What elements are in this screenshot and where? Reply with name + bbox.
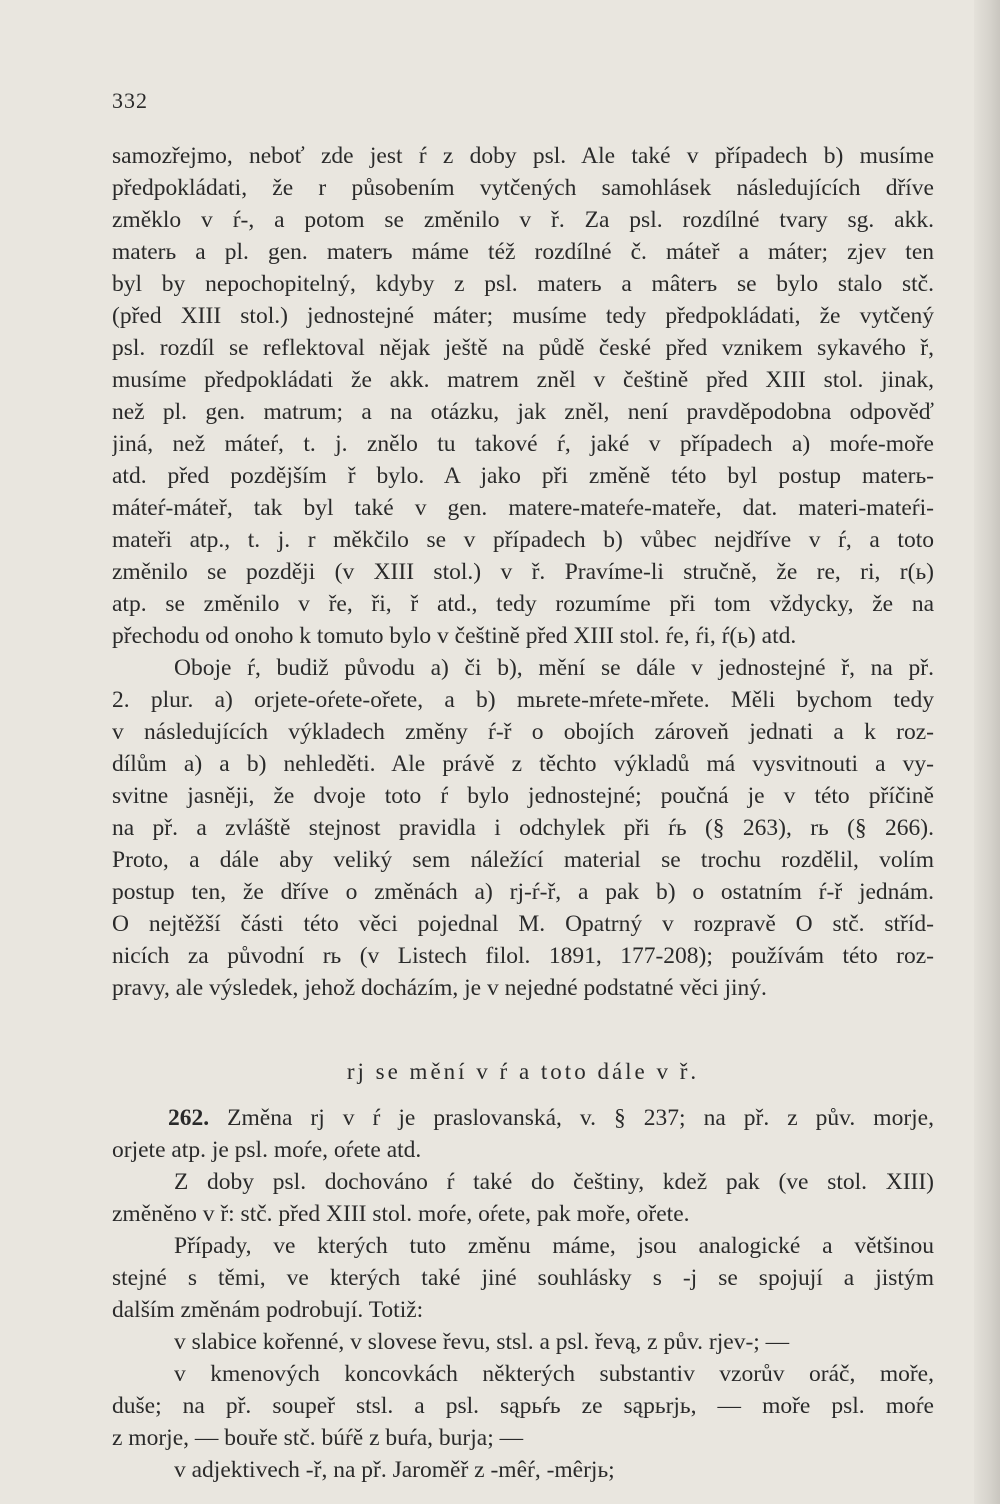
- text-line: Proto, a dále aby veliký sem náležící material se trochu rozdělil, volím: [112, 847, 934, 873]
- text-line: na př. a zvláště stejnost pravidla i odchylek při ŕь (§ 263), rь (§ 266).: [112, 815, 934, 841]
- text-line: stejné s těmi, ve kterých také jiné souhlásky s -j se spojují a jistým: [112, 1265, 934, 1291]
- text-line: Oboje ŕ, budiž původu a) či b), mění se dále v jednostejné ř, na př.: [174, 655, 934, 681]
- page-number: 332: [112, 88, 148, 113]
- text-line: Z doby psl. dochováno ŕ také do češtiny, kdež pak (ve stol. XIII): [174, 1169, 934, 1195]
- text-line: samozřejmo, neboť zde jest ŕ z doby psl. Ale také v případech b) musíme: [112, 143, 934, 169]
- text-line: dalším změnám podrobují. Totiž:: [112, 1297, 424, 1323]
- list-item-continuation: z morje, — bouře stč. búŕě z buŕa, burja; —: [112, 1425, 524, 1451]
- text-line: změněno v ř: stč. před XIII stol. moŕe, oŕete, pak moře, ořete.: [112, 1201, 690, 1227]
- text-line: musíme předpokládati že akk. matrem zněl v češtině před XIII stol. jinak,: [112, 367, 934, 393]
- section-heading: rj se mění v ŕ a toto dále v ř.: [346, 1059, 700, 1084]
- text-line: dílům a) a b) nehleděti. Ale právě z těchto výkladů má vysvitnouti a vy-: [112, 751, 934, 777]
- text-line: materь a pl. gen. materъ máme též rozdílné č. máteř a máter; zjev ten: [112, 239, 934, 265]
- text-line: jiná, než máteŕ, t. j. znělo tu takové ŕ, jaké v případech a) moŕe-moře: [112, 431, 934, 457]
- text-line: psl. rozdíl se reflektoval nějak ještě na půdě české před vznikem sykavého ř,: [112, 335, 934, 361]
- list-item: v adjektivech -ř, na př. Jaroměř z -mêŕ, -mêrjь;: [174, 1457, 615, 1483]
- body-text: [112, 140, 934, 1486]
- text-line: svitne jasněji, že dvoje toto ŕ bylo jednostejné; poučná je v této příčině: [112, 783, 934, 809]
- text-line: (před XIII stol.) jednostejné máter; musíme tedy předpokládati, že vytčený: [112, 303, 934, 329]
- text-line: O nejtěžší části této věci pojednal M. Opatrný v rozpravě O stč. stříd-: [112, 911, 934, 937]
- list-item: v slabice kořenné, v slovese řevu, stsl. a psl. řevą, z pův. rjev-; —: [174, 1329, 790, 1355]
- text-line: mateři atp., t. j. r měkčilo se v případech b) vůbec nejdříve v ŕ, a toto: [112, 527, 934, 553]
- list-item: v kmenových koncovkách některých substantiv vzorův oráč, moře,: [174, 1361, 934, 1387]
- text-line: postup ten, že dříve o změnách a) rj-ŕ-ř, a pak b) o ostatním ŕ-ř jednám.: [112, 879, 934, 905]
- page-edge-shadow: [974, 0, 1000, 1504]
- text-line: v následujících výkladech změny ŕ-ř o obojích zároveň jednati a k roz-: [112, 719, 934, 745]
- list-item-continuation: duše; na př. soupeř stsl. a psl. sąpьŕь ze sąpьrjь, — moře psl. moŕe: [112, 1393, 934, 1419]
- text-line: 2. plur. a) orjete-oŕete-ořete, a b) mьrete-mŕete-mřete. Měli bychom tedy: [112, 687, 934, 713]
- text-line: než pl. gen. matrum; a na otázku, jak zněl, není pravděpodobna odpověď: [112, 399, 934, 425]
- text-line: Změna rj v ŕ je praslovanská, v. § 237; na př. z pův. morje,: [227, 1105, 934, 1131]
- text-line: Případy, ve kterých tuto změnu máme, jsou analogické a většinou: [174, 1233, 934, 1259]
- text-line: změnilo se později (v XIII stol.) v ř. Pravíme-li stručně, že re, ri, r(ь): [112, 559, 934, 585]
- section-number: 262.: [168, 1105, 210, 1131]
- text-line: pravy, ale výsledek, jehož docházím, je v nejedné podstatné věci jiný.: [112, 975, 767, 1001]
- text-line: předpokládati, že r působením vytčených samohlásek následujících dříve: [112, 175, 934, 201]
- text-line: nicích za původní rь (v Listech filol. 1891, 177-208); používám této roz-: [112, 943, 934, 969]
- text-line: přechodu od onoho k tomuto bylo v češtině před XIII stol. ŕe, ŕi, ŕ(ь) atd.: [112, 623, 797, 649]
- text-line: atp. se změnilo v ře, ři, ř atd., tedy rozumíme při tom vždycky, že na: [112, 591, 934, 617]
- text-line: orjete atp. je psl. moŕe, oŕete atd.: [112, 1137, 422, 1163]
- text-line: atd. před pozdějším ř bylo. A jako při změně této byl postup materь-: [112, 463, 934, 489]
- text-line: máteŕ-máteř, tak byl také v gen. matere-mateŕe-mateře, dat. materi-mateŕi-: [112, 495, 934, 521]
- text-line: změklo v ŕ-, a potom se změnilo v ř. Za psl. rozdílné tvary sg. akk.: [112, 207, 934, 233]
- text-line: byl by nepochopitelný, kdyby z psl. materь a mâterъ se bylo stalo stč.: [112, 271, 934, 297]
- text-line-with-section: [112, 1102, 934, 1134]
